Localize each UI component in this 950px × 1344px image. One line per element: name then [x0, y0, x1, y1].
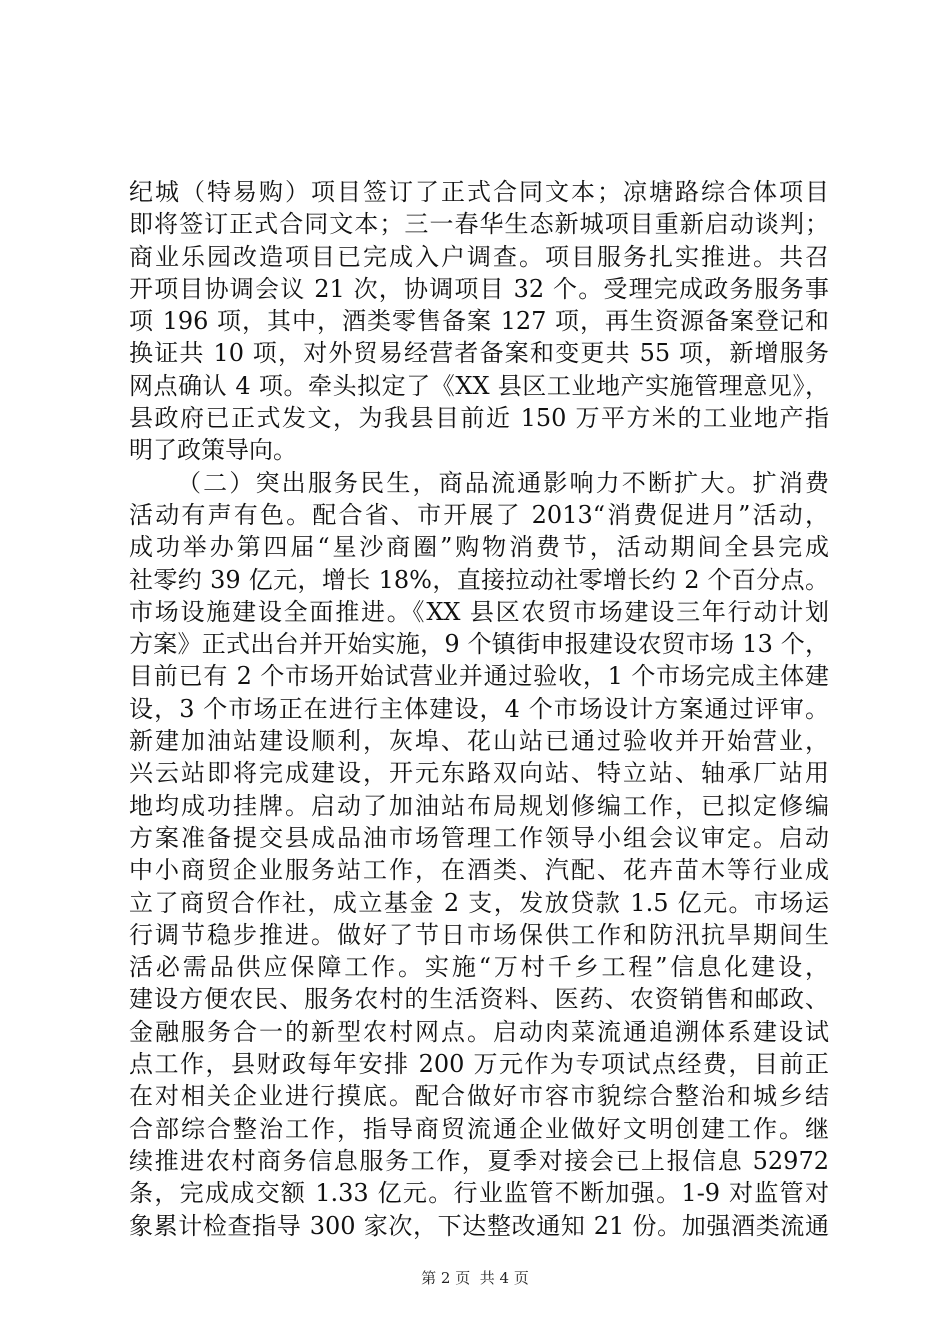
text-line: 兴云站即将完成建设，开元东路双向站、特立站、轴承厂站用	[129, 759, 829, 788]
text-line: 点工作，县财政每年安排 200 万元作为专项试点经费，目前正	[129, 1050, 829, 1079]
text-line: 条，完成成交额 1.33 亿元。行业监管不断加强。1-9 对监管对	[129, 1179, 829, 1208]
text-line: 续推进农村商务信息服务工作，夏季对接会已上报信息 52972	[129, 1146, 829, 1175]
text-line: 市场设施建设全面推进。《XX 县区农贸市场建设三年行动计划	[129, 597, 829, 626]
text-line: 社零约 39 亿元，增长 18%，直接拉动社零增长约 2 个百分点。	[129, 565, 829, 594]
text-line: 行调节稳步推进。做好了节日市场保供工作和防汛抗旱期间生	[129, 920, 829, 949]
text-line: 项 196 项，其中，酒类零售备案 127 项，再生资源备案登记和	[129, 307, 829, 336]
text-line: 商业乐园改造项目已完成入户调查。项目服务扎实推进。共召	[129, 242, 829, 271]
paragraph-start-line: （二）突出服务民生，商品流通影响力不断扩大。扩消费	[177, 468, 829, 497]
text-line: 金融服务合一的新型农村网点。启动肉菜流通追溯体系建设试	[129, 1017, 829, 1046]
text-line: 开项目协调会议 21 次，协调项目 32 个。受理完成政务服务事	[129, 274, 829, 303]
text-line: 方案》正式出台并开始实施，9 个镇街申报建设农贸市场 13 个，	[129, 630, 829, 659]
text-line: 成功举办第四届“星沙商圈”购物消费节，活动期间全县完成	[129, 533, 829, 562]
page-number-footer: 第 2 页 共 4 页	[421, 1269, 529, 1287]
text-line: 设，3 个市场正在进行主体建设，4 个市场设计方案通过评审。	[129, 694, 829, 723]
text-line: 象累计检查指导 300 家次，下达整改通知 21 份。加强酒类流通	[129, 1211, 829, 1240]
text-line: 合部综合整治工作，指导商贸流通企业做好文明创建工作。继	[129, 1114, 829, 1143]
text-line: 方案准备提交县成品油市场管理工作领导小组会议审定。启动	[129, 823, 829, 852]
text-line: 建设方便农民、服务农村的生活资料、医药、农资销售和邮政、	[129, 985, 829, 1014]
text-line: 中小商贸企业服务站工作，在酒类、汽配、花卉苗木等行业成	[129, 856, 829, 885]
text-line: 新建加油站建设顺利，灰埠、花山站已通过验收并开始营业，	[129, 727, 829, 756]
text-line: 在对相关企业进行摸底。配合做好市容市貌综合整治和城乡结	[129, 1082, 829, 1111]
text-line: 立了商贸合作社，成立基金 2 支，发放贷款 1.5 亿元。市场运	[129, 888, 829, 917]
body-text	[129, 176, 829, 1242]
text-line: 明了政策导向。	[129, 436, 297, 465]
text-line: 活必需品供应保障工作。实施“万村千乡工程”信息化建设，	[129, 953, 829, 982]
text-line: 活动有声有色。配合省、市开展了 2013“消费促进月”活动，	[129, 500, 829, 529]
text-line: 县政府已正式发文，为我县目前近 150 万平方米的工业地产指	[129, 404, 829, 433]
text-line: 目前已有 2 个市场开始试营业并通过验收，1 个市场完成主体建	[129, 662, 829, 691]
text-line: 即将签订正式合同文本；三一春华生态新城项目重新启动谈判；	[129, 210, 829, 239]
text-line: 网点确认 4 项。牵头拟定了《XX 县区工业地产实施管理意见》，	[129, 371, 829, 400]
text-line: 地均成功挂牌。启动了加油站布局规划修编工作，已拟定修编	[129, 791, 829, 820]
text-line: 纪城（特易购）项目签订了正式合同文本；凉塘路综合体项目	[129, 178, 829, 206]
text-line: 换证共 10 项，对外贸易经营者备案和变更共 55 项，新增服务	[129, 339, 829, 368]
